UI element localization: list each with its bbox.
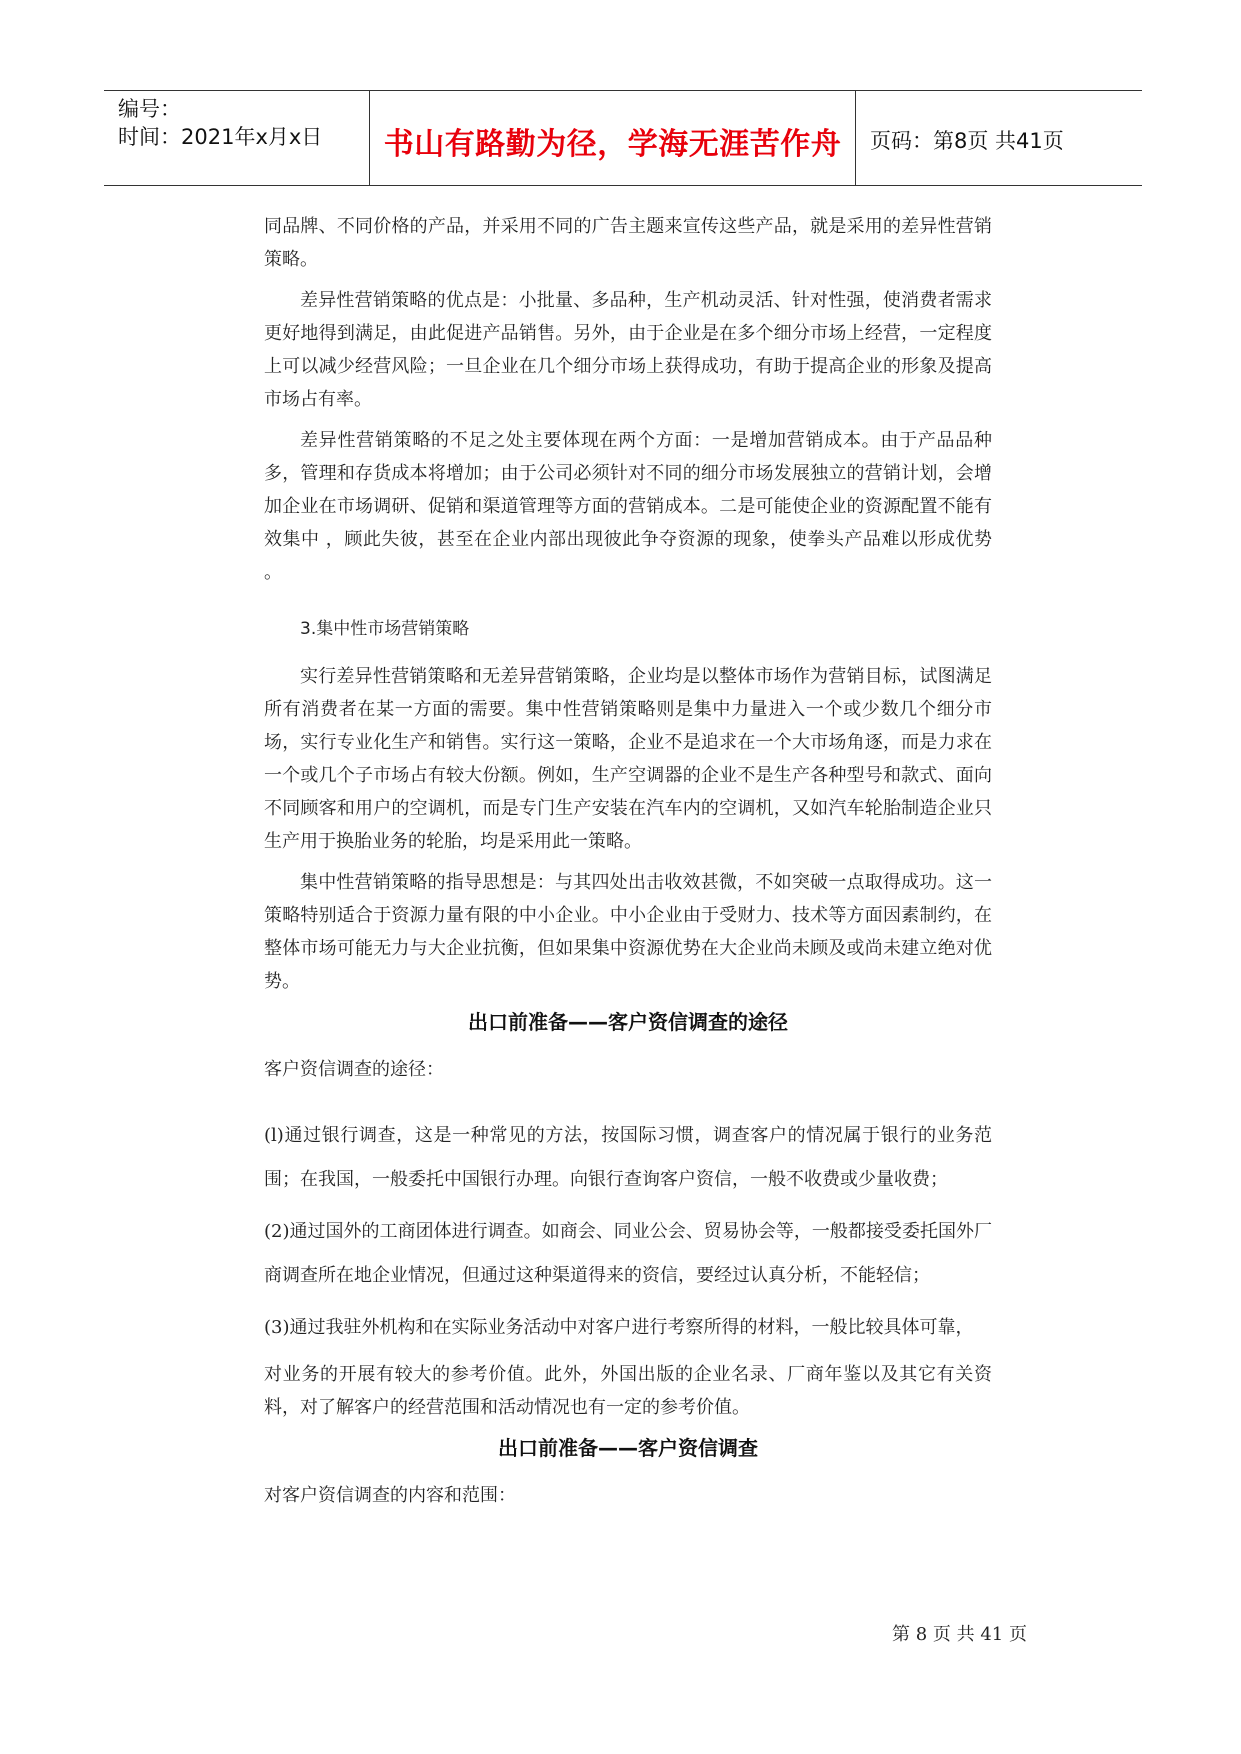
header-motto: 书山有路勤为径，学海无涯苦作舟 (383, 127, 842, 162)
paragraph: 对客户资信调查的内容和范围： (264, 1485, 516, 1506)
paragraph: 客户资信调查的途径： (264, 1059, 444, 1080)
paragraph: 差异性营销策略的优点是：小批量、多品种，生产机动灵活、针对性强，使消费者需求更好地得到满足，由此促进产品销售。另外，由于企业是在多个细分市场上经营，一定程度上可以减少经营风险；一旦企业在几个细分市场上获得成功，有助于提高企业的形象及提高市场占有率。 (264, 290, 992, 410)
header-middle-cell (369, 91, 856, 185)
header-right-cell (856, 91, 1142, 185)
header-page-label: 页码：第8页 共41页 (870, 129, 1064, 153)
list-item-continued: 对业务的开展有较大的参考价值。此外，外国出版的企业名录、厂商年鉴以及其它有关资料，对了解客户的经营范围和活动情况也有一定的参考价值。 (264, 1364, 992, 1418)
section-heading: 出口前准备——客户资信调查的途径 (468, 1010, 788, 1034)
time-label: 时间：2021年x月x日 (118, 125, 323, 149)
list-item: (l)通过银行调查，这是一种常见的方法，按国际习惯，调查客户的情况属于银行的业务范围；在我国，一般委托中国银行办理。向银行查询客户资信，一般不收费或少量收费； (264, 1125, 992, 1190)
section-heading: 出口前准备——客户资信调查 (498, 1436, 758, 1460)
paragraph: 集中性营销策略的指导思想是：与其四处出击收效甚微，不如突破一点取得成功。这一策略特别适合于资源力量有限的中小企业。中小企业由于受财力、技术等方面因素制约，在整体市场可能无力与大企业抗衡，但如果集中资源优势在大企业尚未顾及或尚未建立绝对优势。 (264, 872, 992, 992)
paragraph: 差异性营销策略的不足之处主要体现在两个方面：一是增加营销成本。由于产品品种多，管理和存货成本将增加；由于公司必须针对不同的细分市场发展独立的营销计划，会增加企业在市场调研、促销和渠道管理等方面的营销成本。二是可能使企业的资源配置不能有效集中 ，顾此失彼，甚至在企业内部出现彼此争夺资源的现象，使拳头产品难以形成优势 。 (264, 430, 992, 583)
document-header-table (104, 90, 1142, 186)
list-item: (2)通过国外的工商团体进行调查。如商会、同业公会、贸易协会等，一般都接受委托国外厂商调查所在地企业情况，但通过这种渠道得来的资信，要经过认真分析，不能轻信； (264, 1221, 992, 1286)
subsection-title: 3.集中性市场营销策略 (300, 619, 470, 639)
paragraph: 实行差异性营销策略和无差异营销策略，企业均是以整体市场作为营销目标，试图满足所有消费者在某一方面的需要。集中性营销策略则是集中力量进入一个或少数几个细分市场，实行专业化生产和销售。实行这一策略，企业不是追求在一个大市场角逐，而是力求在一个或几个子市场占有较大份额。例如，生产空调器的企业不是生产各种型号和款式、面向不同顾客和用户的空调机，而是专门生产安装在汽车内的空调机，又如汽车轮胎制造企业只生产用于换胎业务的轮胎，均是采用此一策略。 (264, 666, 992, 852)
header-left-cell (104, 91, 369, 185)
number-label: 编号： (118, 97, 181, 121)
page-footer: 第 8 页 共 41 页 (892, 1624, 1027, 1645)
paragraph: 同品牌、不同价格的产品，并采用不同的广告主题来宣传这些产品，就是采用的差异性营销策略。 (264, 216, 992, 270)
document-body (264, 210, 992, 1512)
list-item: (3)通过我驻外机构和在实际业务活动中对客户进行考察所得的材料，一般比较具体可靠， (264, 1317, 974, 1338)
